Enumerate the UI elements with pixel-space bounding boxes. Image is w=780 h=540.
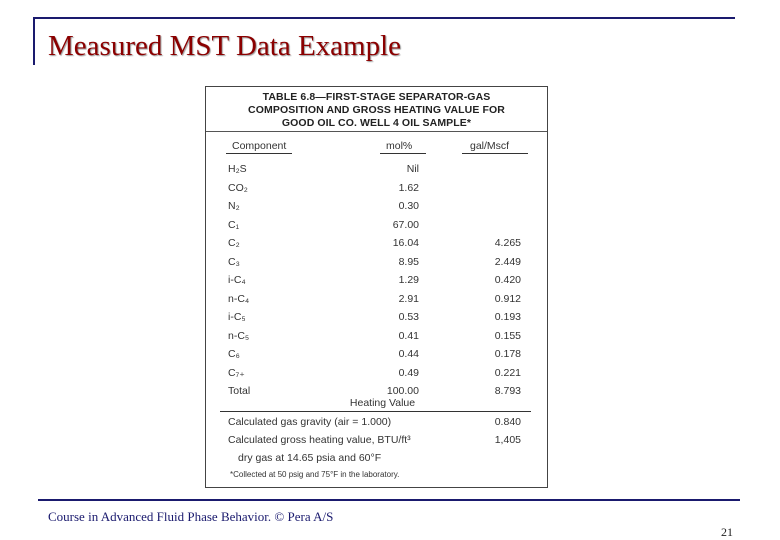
cell-mol-percent: 1.62: [398, 181, 419, 194]
cell-component: C₇₊: [228, 366, 245, 379]
table-heading-line-1: TABLE 6.8—FIRST-STAGE SEPARATOR-GAS: [262, 91, 491, 103]
cell-component: H₂S: [228, 163, 247, 175]
table-row: [206, 330, 547, 348]
footer-rule: [38, 499, 740, 501]
table-row: [206, 200, 547, 218]
cell-mol-percent: 0.30: [398, 200, 419, 212]
table-row: [206, 274, 547, 292]
table-row: [206, 311, 547, 329]
slide-title: Measured MST Data Example: [48, 30, 402, 62]
data-table: [205, 86, 548, 488]
cell-mol-percent: 0.41: [398, 329, 419, 342]
table-row: [206, 219, 547, 237]
table-heading: [206, 87, 547, 132]
cell-gal-mscf: 0.178: [494, 348, 521, 360]
table-footnote: *Collected at 50 psig and 75°F in the laboratory.: [230, 470, 400, 479]
heating-value-rule: [220, 411, 531, 412]
cell-gal-mscf: 0.912: [494, 292, 521, 305]
page-number: 21: [721, 525, 733, 539]
cell-gal-mscf: 0.193: [494, 311, 521, 323]
column-header-gal-mscf: gal/Mscf: [470, 140, 510, 152]
column-header-component: Component: [232, 140, 287, 152]
title-left-rule: [33, 17, 35, 65]
cell-mol-percent: Nil: [406, 163, 419, 175]
dry-gas-label: dry gas at 14.65 psia and 60°F: [238, 452, 382, 464]
cell-component: n-C₄: [228, 292, 250, 305]
table-row: [206, 163, 547, 181]
cell-mol-percent: 1.29: [398, 274, 419, 286]
table-row: [206, 367, 547, 385]
cell-mol-percent: 100.00: [386, 385, 419, 397]
gas-gravity-value: 0.840: [494, 416, 521, 428]
gas-gravity-label: Calculated gas gravity (air = 1.000): [228, 416, 392, 428]
cell-mol-percent: 0.53: [398, 311, 419, 323]
table-row: [206, 237, 547, 255]
table-heading-line-3: GOOD OIL CO. WELL 4 OIL SAMPLE*: [281, 117, 472, 129]
table-row: [206, 348, 547, 366]
table-row: [206, 293, 547, 311]
cell-component: CO₂: [228, 181, 248, 194]
footer-text: Course in Advanced Fluid Phase Behavior. © Pera A/S: [48, 509, 334, 524]
cell-component: N₂: [228, 200, 240, 212]
cell-component: C₃: [228, 255, 240, 268]
table-row: [206, 256, 547, 274]
column-underline-component: [226, 153, 292, 154]
cell-gal-mscf: 0.155: [494, 329, 521, 342]
cell-component: n-C₅: [228, 329, 250, 342]
cell-mol-percent: 16.04: [392, 237, 419, 249]
table-heading-line-2: COMPOSITION AND GROSS HEATING VALUE FOR: [248, 104, 505, 116]
cell-gal-mscf: 8.793: [494, 385, 521, 397]
gross-heating-label: Calculated gross heating value, BTU/ft³: [228, 434, 411, 446]
column-underline-gal-mscf: [462, 153, 528, 154]
column-header-mol-percent: mol%: [386, 140, 413, 152]
title-top-rule: [33, 17, 735, 19]
cell-mol-percent: 0.49: [398, 366, 419, 379]
column-underline-mol-percent: [380, 153, 426, 154]
gross-heating-value: 1,405: [494, 434, 521, 446]
cell-mol-percent: 8.95: [398, 255, 419, 268]
heating-value-label: Heating Value: [349, 397, 416, 409]
cell-component: i-C₅: [228, 311, 246, 323]
cell-component: C₂: [228, 237, 240, 249]
cell-component: Total: [228, 385, 251, 397]
table-row: [206, 182, 547, 200]
cell-mol-percent: 0.44: [398, 348, 419, 360]
cell-gal-mscf: 4.265: [494, 237, 521, 249]
cell-component: C₁: [228, 218, 240, 231]
cell-mol-percent: 2.91: [398, 292, 419, 305]
cell-component: C₆: [228, 348, 240, 360]
cell-mol-percent: 67.00: [392, 218, 419, 231]
cell-component: i-C₄: [228, 274, 246, 286]
cell-gal-mscf: 2.449: [494, 255, 521, 268]
cell-gal-mscf: 0.221: [494, 366, 521, 379]
cell-gal-mscf: 0.420: [494, 274, 521, 286]
